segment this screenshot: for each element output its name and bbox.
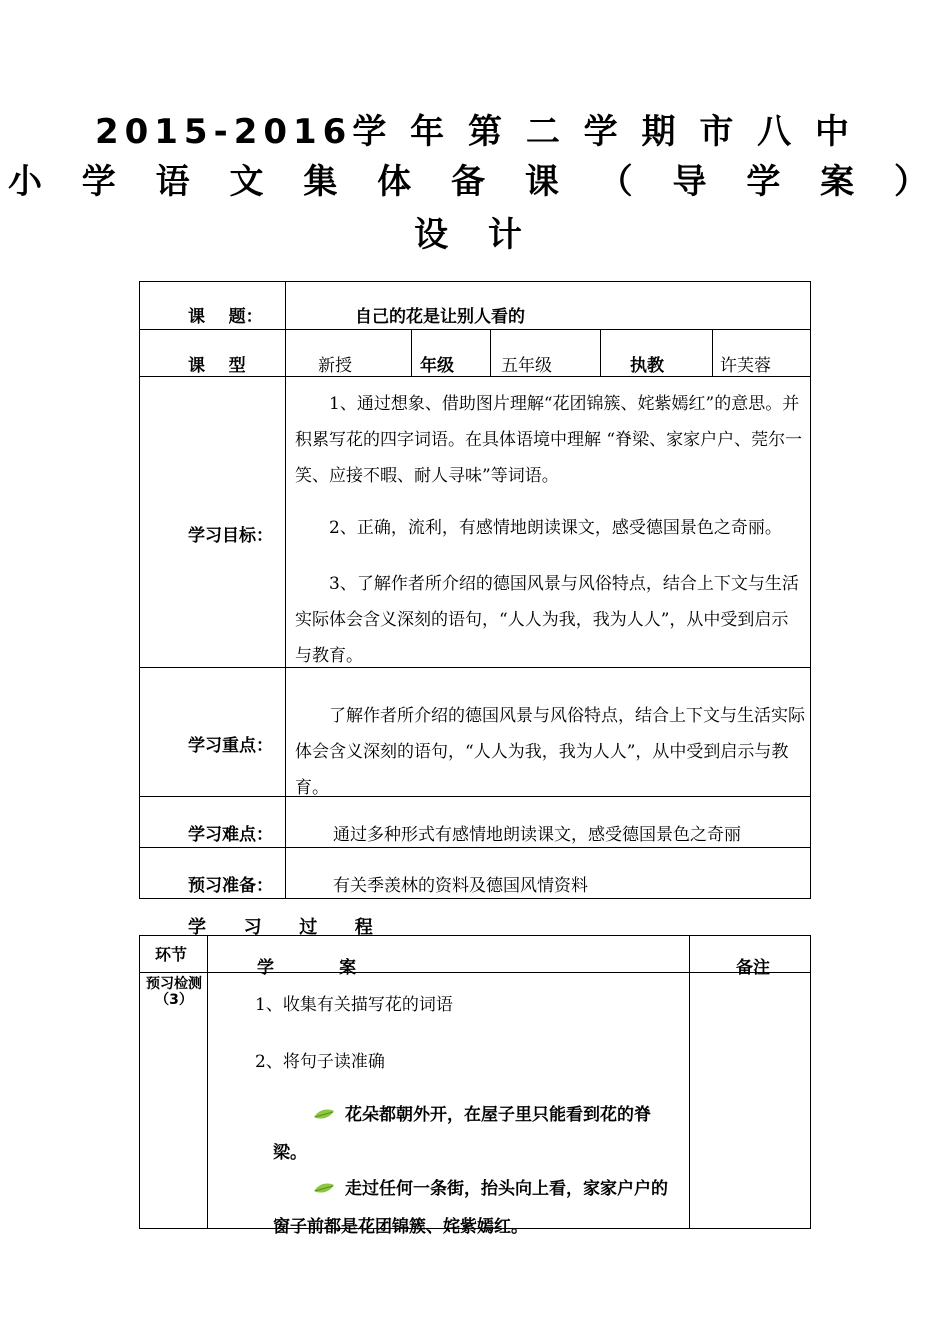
grade-value: 五年级	[501, 356, 552, 376]
prep-text: 有关季羡林的资料及德国风情资料	[333, 876, 588, 896]
process-heading: 学 习 过 程	[188, 917, 373, 938]
teacher-label: 执教	[630, 356, 664, 376]
key-text: 了解作者所介绍的德国风景与风俗特点，结合上下文与生活实际体会含义深刻的语句，“人人为我，我为人人”，从中受到启示与教育。	[295, 706, 805, 798]
goal-item-3: 3、了解作者所介绍的德国风景与风俗特点，结合上下文与生活实际体会含义深刻的语句，“人人为我，我为人人”，从中受到启示与教育。	[295, 574, 799, 666]
page-title-line-3: 设 计	[414, 215, 536, 255]
key-content	[295, 698, 805, 806]
section-name: 预习检测（3）	[146, 976, 202, 1008]
difficulty-text: 通过多种形式有感情地朗读课文，感受德国景色之奇丽	[333, 825, 741, 845]
goals-label: 学习目标：	[188, 526, 273, 546]
info-table-divider	[285, 281, 286, 899]
col-note-header: 备注	[736, 958, 770, 978]
leaf-bullet-icon	[313, 1170, 335, 1208]
page-title-line-2: 小 学 语 文 集 体 备 课 （ 导 学 案 ）	[7, 162, 943, 202]
section-item-1: 1、收集有关描写花的词语	[255, 995, 453, 1015]
col-section-header: 环节	[155, 945, 188, 964]
page-title-line-1: 2015-2016学 年 第 二 学 期 市 八 中	[94, 112, 856, 152]
teacher-value: 许芙蓉	[720, 356, 771, 376]
topic-label: 课 题：	[188, 307, 263, 327]
key-label: 学习重点：	[188, 736, 273, 756]
sentence-1	[273, 1096, 681, 1172]
prep-label: 预习准备：	[188, 876, 273, 896]
col-plan-header: 学 案	[257, 958, 357, 978]
sentence-2-text: 走过任何一条街，抬头向上看，家家户户的窗子前都是花团锦簇、姹紫嫣红。	[273, 1179, 668, 1237]
type-value: 新授	[318, 356, 352, 376]
section-item-2: 2、将句子读准确	[255, 1052, 385, 1072]
sentence-1-text: 花朵都朝外开，在屋子里只能看到花的脊梁。	[273, 1105, 651, 1163]
grade-label: 年级	[420, 356, 454, 376]
sentence-2	[273, 1170, 681, 1246]
leaf-bullet-icon	[313, 1096, 335, 1134]
difficulty-label: 学习难点：	[188, 825, 273, 845]
goal-item-2: 2、正确，流利，有感情地朗读课文，感受德国景色之奇丽。	[329, 518, 782, 538]
goals-content	[295, 386, 805, 674]
goal-item-1: 1、通过想象、借助图片理解“花团锦簇、姹紫嫣红”的意思。并积累写花的四字词语。在具体语境中理解 “脊梁、家家户户、莞尔一笑、应接不暇、耐人寻味”等词语。	[295, 394, 803, 486]
topic-value: 自己的花是让别人看的	[355, 307, 525, 327]
type-label: 课 型	[188, 356, 246, 376]
